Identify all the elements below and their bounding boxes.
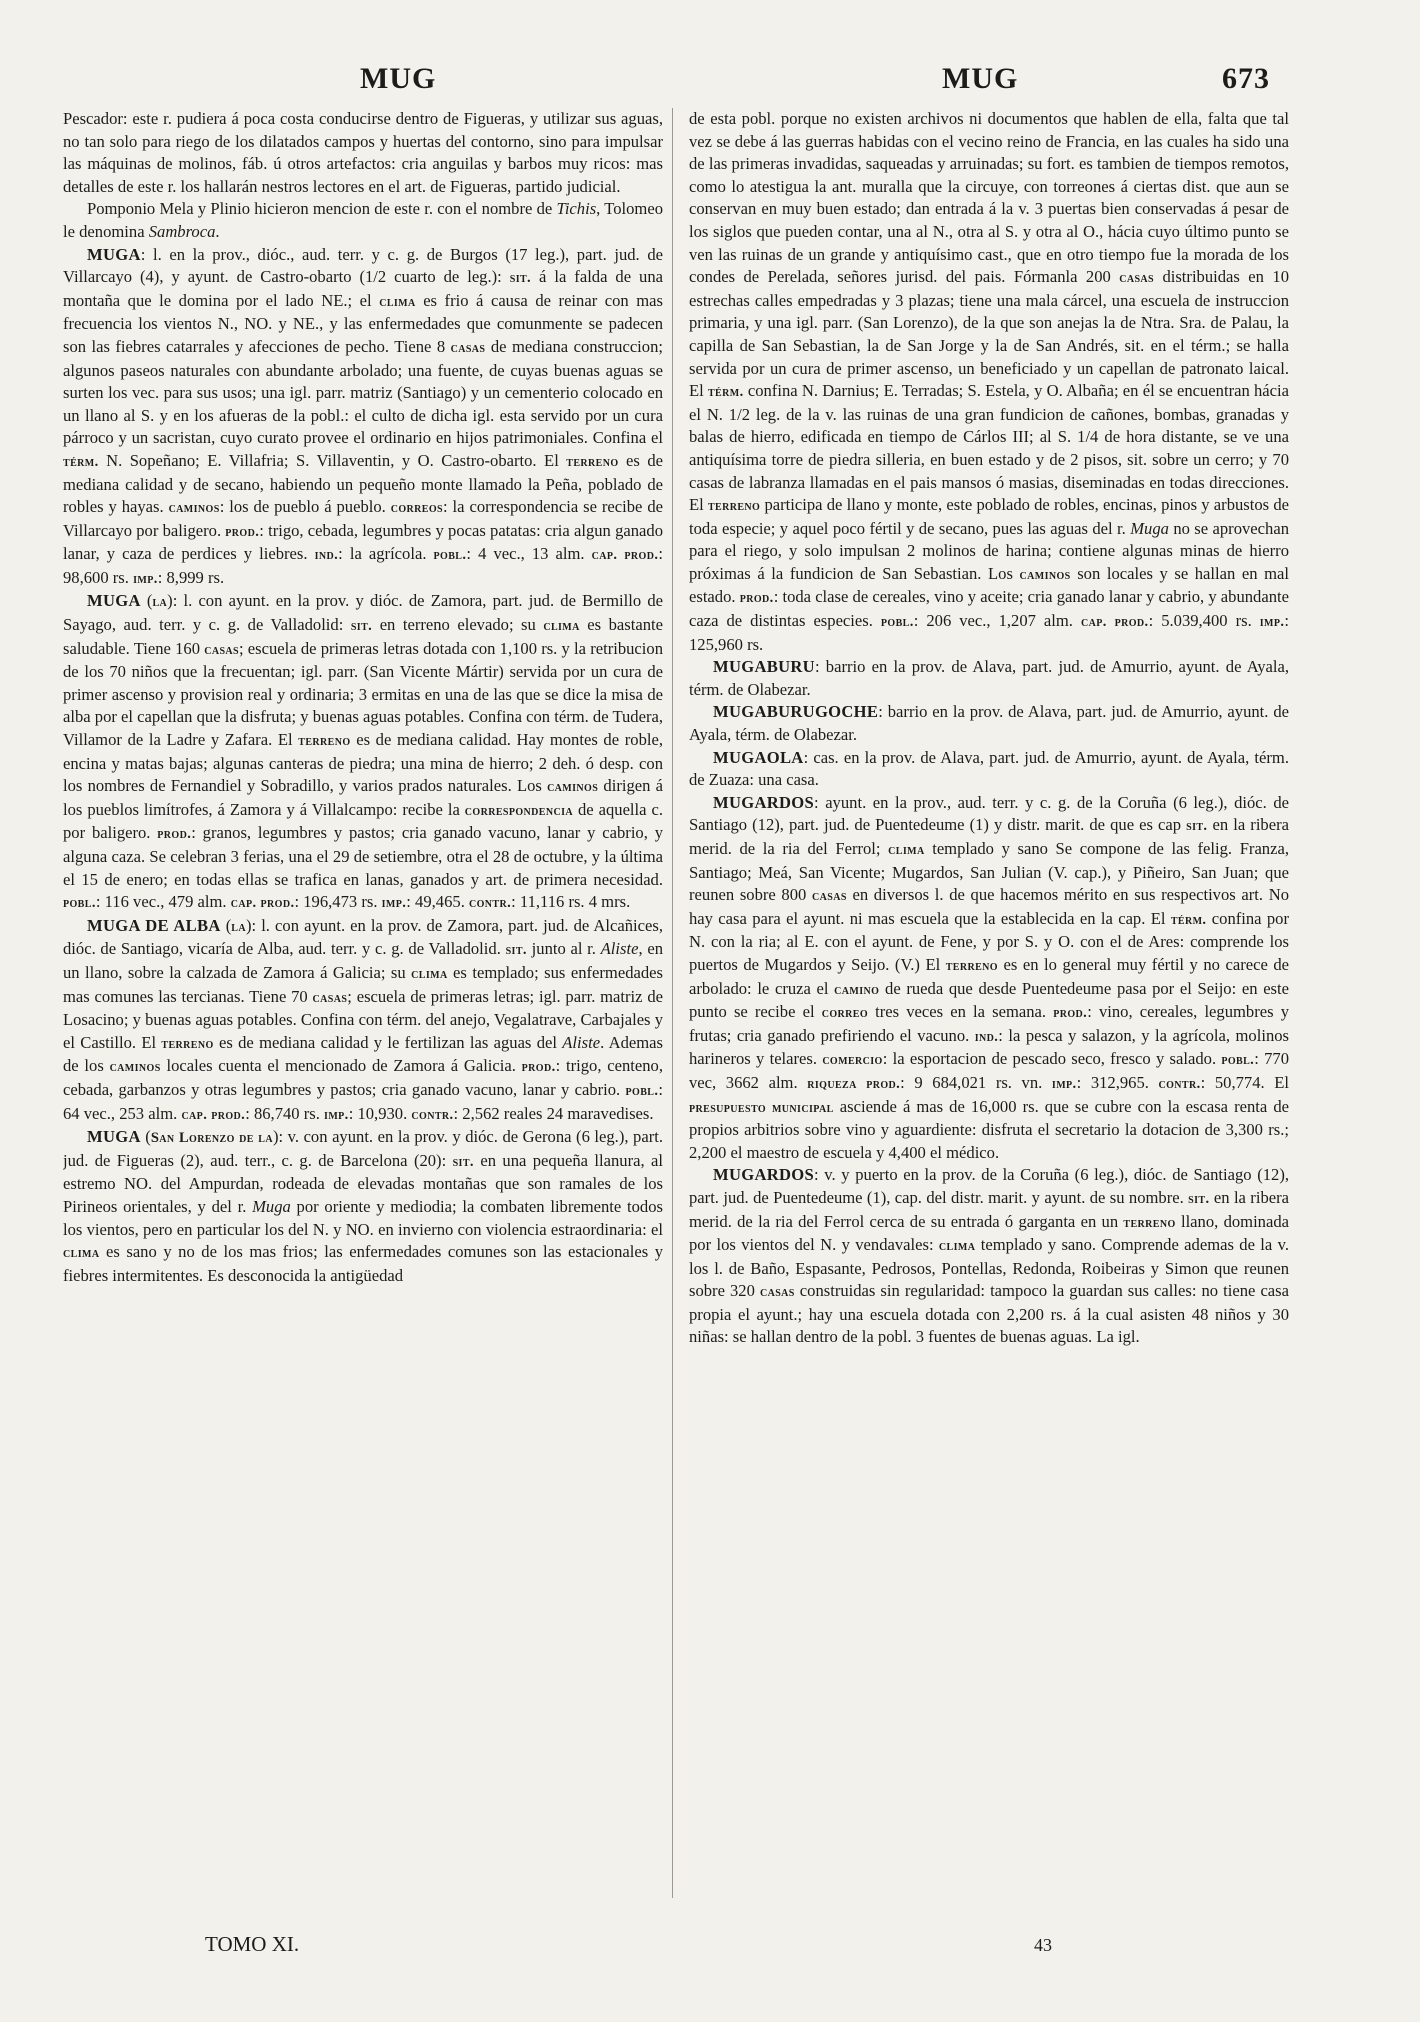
section-keyword: correspondencia [464,802,574,819]
text-run: es frio á causa de reinar con mas frecuencia los vientos N., NO. y NE., y las enfermedades que comunmente se padecen son las fiebres catarrales y afecciones de pecho. Tiene 8 [63,290,663,356]
text-run: : 125,960 rs. [689,611,1289,654]
text-run: ): l. con ayunt. en la prov. y dióc. de Zamora, part. jud. de Bermillo de Sayago, aud. terr. y c. g. de Valladolid: [63,591,663,635]
text-run: llano, dominada por los vientos del N. y vendavales: [689,1211,1289,1255]
text-run: confina N. Darnius; E. Terradas; S. Estela, y O. Albaña; en él se encuentran hácia el N. 1/2 leg. de la v. las ruinas de una gran fundicion de cañones, bombas, granadas y balas de hierro, edificada en tiempo de Cárlos III; al S. 1/4 de hora distante, se ve una antiquísima torre de piedra silleria, en buen estado y de 2 pisos, sit. sobre un cerro; y 70 casas de labranza llamadas en el pais mansos ó masias, diseminadas en todas direcciones. El [689,381,1289,515]
text-run: : trigo, centeno, cebada, garbanzos y otras legumbres y pastos; cria ganado vacuno, lanar y cabrio. [63,1056,663,1099]
section-keyword: pobl. [880,614,914,631]
text-run: : 770 vec, 3662 alm. [689,1049,1289,1092]
entry-headword: MUGA DE ALBA [87,915,221,935]
entry-paragraph [689,792,1289,1165]
section-keyword: clima [543,618,580,635]
text-run: templado y sano Se compone de las felig. Franza, Santiago; Meá, San Vicente; Mugardos, San Julian (V. cap.), y Piñeiro, San Juan; que reunen sobre 800 [689,839,1289,905]
text-run: es de mediana calidad y le fertilizan las aguas del [213,1032,563,1052]
text-run: , en un llano, sobre la calzada de Zamora á Galicia; su [63,939,663,982]
italic-name: Aliste [600,939,639,959]
entry-paragraph [689,701,1289,746]
text-run: : 4 vec., 13 alm. [466,544,592,564]
section-keyword: correo [821,1005,868,1022]
text-run: Pescador: este r. pudiera á poca costa conducirse dentro de Figueras, y utilizar sus aguas, no tan solo para riego de los dilatados campos y huertas del contorno, sino para impulsar las máquinas de molinos, fáb. ú otros artefactos: cria anguilas y barbos muy ricos: mas detalles de este r. los hallarán nestros lectores en el art. de Figueras, partido judicial. [63,109,663,196]
text-run: ): v. con ayunt. en la prov. y dióc. de Gerona (6 leg.), part. jud. de Figueras (2), aud. terr., c. g. de Barcelona (20): [63,1127,663,1170]
text-run: templado y sano. Comprende ademas de la v. los l. de Baño, Espasante, Pedrosos, Pontellas, Redonda, Roibeiras y Simon que reunen sobre 320 [689,1235,1289,1301]
text-run: en diversos l. de que hacemos mérito en sus respectivos art. No hay casa para el ayunt. ni mas escuela que la establecida en la cap. El [689,885,1289,928]
text-run: asciende á mas de 16,000 rs. que se cubre con la escasa renta de propios arbitrios sobre vino y aguardiente: disfruta el secretario la dotacion de 3,300 rs.; 2,200 el maestro de escuela y 4,400 el médico. [689,1096,1289,1162]
text-run: ( [140,1127,151,1147]
entry-paragraph [63,244,663,591]
column-divider [672,108,673,1898]
section-keyword: pobl. [625,1082,659,1099]
italic-name: Aliste [562,1032,601,1052]
section-keyword: casas [204,641,239,658]
section-keyword: casas [1119,270,1155,287]
entry-paragraph [63,108,663,198]
section-keyword: caminos [109,1059,161,1076]
section-keyword: imp. [1051,1075,1077,1092]
section-keyword: terreno [566,453,619,470]
entry-paragraph [63,590,663,914]
section-keyword: riqueza prod. [807,1075,901,1092]
text-run: N. Sopeñano; E. Villafria; S. Villaventin, y O. Castro-obarto. El [98,450,567,470]
text-run: ; escuela de primeras letras; igl. parr. matriz de Losacino; y buenas aguas potables. Confina con térm. del anejo, Vegalatrave, Carbajales y el Castillo. El [63,986,663,1052]
section-keyword: pobl. [433,547,467,564]
text-run: Pomponio Mela y Plinio hicieron mencion de este r. con el nombre de [87,199,557,219]
text-run: es bastante saludable. Tiene 160 [63,615,663,658]
running-head-right: MUG [942,62,1019,95]
text-run: : los de pueblo á pueblo. [219,497,391,517]
text-run: es sano y no de los mas frios; las enfermedades comunes son las estacionales y fiebres intermitentes. Es desconocida la antigüedad [63,1242,663,1285]
text-run: ( [220,915,232,935]
text-run: son locales y se hallan en mal estado. [689,563,1289,607]
section-keyword: sit. [350,618,373,635]
section-keyword: terreno [945,957,998,974]
text-run: : 50,774. El [1200,1072,1289,1092]
entry-headword: MUGARDOS [713,792,815,812]
text-run: : trigo, cebada, legumbres y pocas patatas: cria algun ganado lanar, y caza de perdices y liebres. [63,520,663,564]
italic-name: Tichis [556,199,597,219]
text-run: : 8,999 rs. [157,567,225,587]
text-run: : la esportacion de pescado seco, fresco y salado. [882,1049,1222,1069]
text-run: : 312,965. [1076,1072,1159,1092]
section-keyword: clima [379,293,416,310]
text-run: construidas sin regularidad: tampoco la guardan sus calles: no tiene casa propia el ayunt.; hay una escuela dotada con 2,200 rs. á la cual asisten 48 niños y 30 niñas: se hallan dentro de la pobl. 3 fuentes de buenas aguas. La igl. [689,1281,1289,1347]
section-keyword: terreno [707,498,761,515]
italic-name: Muga [1130,518,1169,538]
text-run: : la agrícola. [338,544,434,564]
text-run: de mediana construccion; algunos paseos naturales con abundante arbolado; una fuente, de cuyas buenas aguas se surten los vec. para sus usos; una igl. parr. matriz (Santiago) y un cementerio colocado en un llano al S. y en los afueras de la pobl.: el culto de dicha igl. esta servido por un cura párroco y un sacristan, cuyo curato provee el ordinario en hijos patrimoniales. Confina el [63,336,663,448]
text-run: de rueda que desde Puentedeume pasa por el Seijo: en este punto se recibe el [689,978,1289,1022]
text-run: . [215,221,220,241]
section-keyword: sit. [505,942,527,959]
text-run: distribuidas en 10 estrechas calles empedradas y 3 plazas; tiene una mala cárcel, una escuela de instruccion primaria, y una igl. parr. (San Lorenzo), de la que son anejas la de Ntra. Sra. de Palau, la capilla de San Sebastian, la de San Jorge y la de San Andrés, sit. en el térm.; se halla servida por un cura de primer ascenso, un beneficiado y un capellan de patronato laical. El [689,267,1289,401]
text-run: : 5.039,400 rs. [1148,611,1260,631]
section-keyword: casas [312,989,348,1006]
section-keyword: prod. [1053,1005,1088,1022]
section-keyword: la [152,594,168,611]
section-keyword: prod. [521,1059,556,1076]
text-run: : 98,600 rs. [63,544,663,587]
section-keyword: cap. prod. [591,547,659,564]
entry-headword: MUGAOLA [713,747,804,767]
section-keyword: prod. [225,523,260,540]
text-run: es en lo general muy fértil y no carece de arbolado: le cruza el [689,954,1289,998]
text-run: : barrio en la prov. de Alava, part. jud. de Amurrio, ayunt. de Ayala, térm. de Olabezar. [689,702,1289,745]
section-keyword: térm. [1170,911,1207,928]
text-run: es de mediana calidad. Hay montes de roble, encina y matas bajas; algunas canteras de piedra; una mina de hierro; 2 deh. ó desp. con los nombres de Fernandiel y Sobradillo, y varios prados naturales. Los [63,730,663,796]
text-run: confina por N. con la ria; al E. con el ayunt. de Fene, y por S. y O. con el de Ares: comprende los puertos de Mugardos y Seijo. (V.) El [689,908,1289,974]
section-keyword: imp. [381,895,407,912]
section-keyword: prod. [739,590,774,607]
section-keyword: caminos [1019,566,1071,583]
section-keyword: pobl. [1221,1052,1255,1069]
text-run: locales cuenta el mencionado de Zamora á Galicia. [160,1056,522,1076]
entry-headword: MUGA [87,1127,141,1147]
section-keyword: casas [450,339,486,356]
entry-headword: MUGABURU [713,657,815,677]
section-keyword: caminos [168,500,220,517]
text-run: junto al r. [526,939,601,959]
section-keyword: correos [390,500,444,517]
text-run: : 49,465. [406,892,469,912]
entry-headword: MUGABURUGOCHE [713,702,879,722]
section-keyword: San Lorenzo de la [150,1130,273,1147]
text-run: : 11,116 rs. 4 mrs. [511,892,631,912]
text-run: , Tolomeo le denomina [63,199,663,241]
section-keyword: cap. prod. [1080,614,1149,631]
section-keyword: presupuesto municipal [689,1099,834,1116]
entry-paragraph [689,108,1289,656]
text-run: : ayunt. en la prov., aud. terr. y c. g. de la Coruña (6 leg.), dióc. de Santiago (12), part. jud. de Puentedeume (1) y distr. marit. de que es cap [689,792,1289,835]
text-run: ): l. con ayunt. en la prov. de Zamora, part. jud. de Alcañices, dióc. de Santiago, vicaría de Alba, aud. terr. y c. g. de Valladolid. [63,915,663,959]
section-keyword: terreno [1123,1214,1176,1231]
section-keyword: contr. [411,1106,454,1123]
section-keyword: clima [888,842,925,858]
text-run: : v. y puerto en la prov. de la Coruña (6 leg.), dióc. de Santiago (12), part. jud. de Puentedeume (1), cap. del distr. marit. y ayunt. de su nombre. [689,1165,1289,1207]
text-run: es templado; sus enfermedades mas comunes las tercianas. Tiene 70 [63,962,663,1006]
right-column [689,108,1289,1923]
section-keyword: terreno [298,733,351,750]
text-run: : 116 vec., 479 alm. [95,892,231,912]
section-keyword: comercio [822,1052,883,1069]
text-run: en la ribera merid. de la ria del Ferrol; [689,815,1289,858]
text-run: : 206 vec., 1,207 alm. [913,611,1081,631]
section-keyword: camino [834,981,880,998]
text-run: : 196,473 rs. [294,892,382,912]
text-run: es de mediana calidad y de secano, habiendo un pequeño monte llamado la Peña, poblado de robles y hayas. [63,450,663,517]
section-keyword: contr. [1158,1075,1201,1092]
page-number: 673 [1222,62,1270,95]
text-run: de esta pobl. porque no existen archivos ni documentos que hablen de ella, falta que tal vez se debe á las guerras habidas con el vecino reino de Francia, en las cuales ha sido una de las primeras invadidas, saqueadas y arruinadas; su fort. es tambien de tiempos remotos, como lo atestigua la ant. muralla que la circuye, con torreones á ciertas dist. que aun se conservan en muy buen estado; dan entrada á la v. 3 puertas bien conservadas á pesar de los siglos que pueden contar, una al N., otra al S. y otra al O., hácia cuyo último punto se ven las ruinas de un grande y antiquísimo cast., que en otro tiempo fue la morada de los condes de Perelada, señores jurisd. del pais. Fórmanla 200 [689,109,1289,287]
text-run: por oriente y mediodia; la combaten libremente todos los vientos, pero en particular los del N. y NO. en invierno con violencia estraordinaria: el [63,1196,663,1239]
text-run: : 86,740 rs. [245,1103,325,1123]
section-keyword: cap. prod. [181,1106,246,1123]
text-run: ( [140,591,153,611]
text-run: : toda clase de cereales, vino y aceite; cria ganado lanar y cabrio, y abundante caza de distintas especies. [689,587,1289,631]
text-run: . Ademas de los [63,1032,663,1076]
text-run: : 10,930. [348,1103,412,1123]
text-run: : cas. en la prov. de Alava, part. jud. de Amurrio, ayunt. de Ayala, térm. de Zuaza: una casa. [689,747,1289,790]
section-keyword: casas [812,888,847,905]
section-keyword: sit. [452,1153,474,1170]
section-keyword: ind. [974,1028,999,1045]
entry-paragraph [63,198,663,243]
text-run: : 64 vec., 253 alm. [63,1079,663,1123]
text-run: : l. en la prov., dióc., aud. terr. y c. g. de Burgos (17 leg.), part. jud. de Villarcayo (4), y ayunt. de Castro-obarto (1/2 cuarto de leg.): [63,244,663,287]
section-keyword: caminos [547,779,599,796]
entry-paragraph [63,1126,663,1287]
section-keyword: sit. [1186,818,1208,835]
entry-headword: MUGA [87,244,141,264]
section-keyword: sit. [1188,1190,1210,1207]
section-keyword: ind. [314,547,339,564]
section-keyword: sit. [509,270,532,287]
section-keyword: térm. [707,384,744,401]
section-keyword: la [231,918,246,935]
section-keyword: cap. prod. [230,895,295,912]
text-run: : la pesca y salazon, y la agrícola, molinos harineros y telares. [689,1025,1289,1069]
text-run: en la ribera merid. de la ria del Ferrol cerca de su entrada ó garganta en un [689,1187,1289,1231]
section-keyword: pobl. [63,895,96,912]
section-keyword: clima [63,1245,100,1262]
text-run: : vino, cereales, legumbres y frutas; cria ganado prefiriendo el vacuno. [689,1002,1289,1045]
running-head-left: MUG [360,62,437,95]
text-run: : 2,562 reales 24 maravedises. [453,1103,654,1123]
entry-headword: MUGARDOS [713,1165,815,1185]
italic-name: Muga [252,1196,291,1216]
italic-name: Sambroca [148,221,216,241]
entry-paragraph [689,1164,1289,1349]
left-column [63,108,663,1923]
text-run: á la falda de una montaña que le domina por el lado NE.; el [63,267,663,310]
section-keyword: clima [411,965,448,982]
text-run: : 9 684,021 rs. vn. [900,1072,1052,1092]
signature-mark: 43 [1034,1935,1052,1955]
section-keyword: contr. [469,895,512,912]
entry-paragraph [689,656,1289,701]
text-run: tres veces en la semana. [868,1002,1054,1022]
text-run: ; escuela de primeras letras dotada con 1,100 rs. y la retribucion de los 70 niños que la frecuentan; igl. parr. (San Vicente Mártir) servida por un cura de primer ascenso y provision real y ordinaria; 3 ermitas en una de las que se dice la misa de alba por el capellan que la disfruta; y buenas aguas potables. Confina con térm. de Tudera, Villamor de la Ladre y Zafara. El [63,638,663,750]
section-keyword: térm. [63,453,99,470]
text-run: no se aprovechan para el riego, y solo impulsan 2 molinos de harina; contiene algunas minas de hierro próximas á la fundicion de San Sebastian. Los [689,518,1289,583]
text-run: : barrio en la prov. de Alava, part. jud. de Amurrio, ayunt. de Ayala, térm. de Olabezar. [689,657,1289,699]
section-keyword: prod. [157,826,192,843]
volume-label: TOMO XI. [205,1932,300,1956]
section-keyword: imp. [1259,614,1285,631]
entry-paragraph [689,747,1289,792]
entry-headword: MUGA [87,591,141,611]
text-run: dirigen á los pueblos limítrofes, á Zamora y á Villalcampo: recibe la [63,776,663,819]
section-keyword: imp. [324,1106,349,1123]
entry-paragraph [63,915,663,1126]
text-run: : granos, legumbres y pastos; cria ganado vacuno, lanar y cabrio, y alguna caza. Se celebran 3 ferias, una el 29 de setiembre, otra el 28 de octubre, y la última el 15 de enero; en todas ellas se trafica en lanas, ganados y art. de primera necesidad. [63,823,663,889]
text-run: : la correspondencia se recibe de Villarcayo por baligero. [63,497,663,540]
text-run: en terreno elevado; su [372,615,544,635]
section-keyword: terreno [161,1035,214,1052]
text-run: en una pequeña llanura, al estremo NO. del Ampurdan, rodeada de elevadas montañas que son ramales de los Pirineos orientales, y del r. [63,1150,663,1216]
text-run: participa de llano y monte, este poblado de robles, encinas, pinos y arbustos de toda especie; y aquel poco fértil y de secano, pues las aguas del r. [689,495,1289,538]
section-keyword: casas [759,1284,795,1301]
text-run: de aquella c. por baligero. [63,799,663,843]
section-keyword: clima [938,1238,976,1255]
section-keyword: imp. [133,570,158,587]
